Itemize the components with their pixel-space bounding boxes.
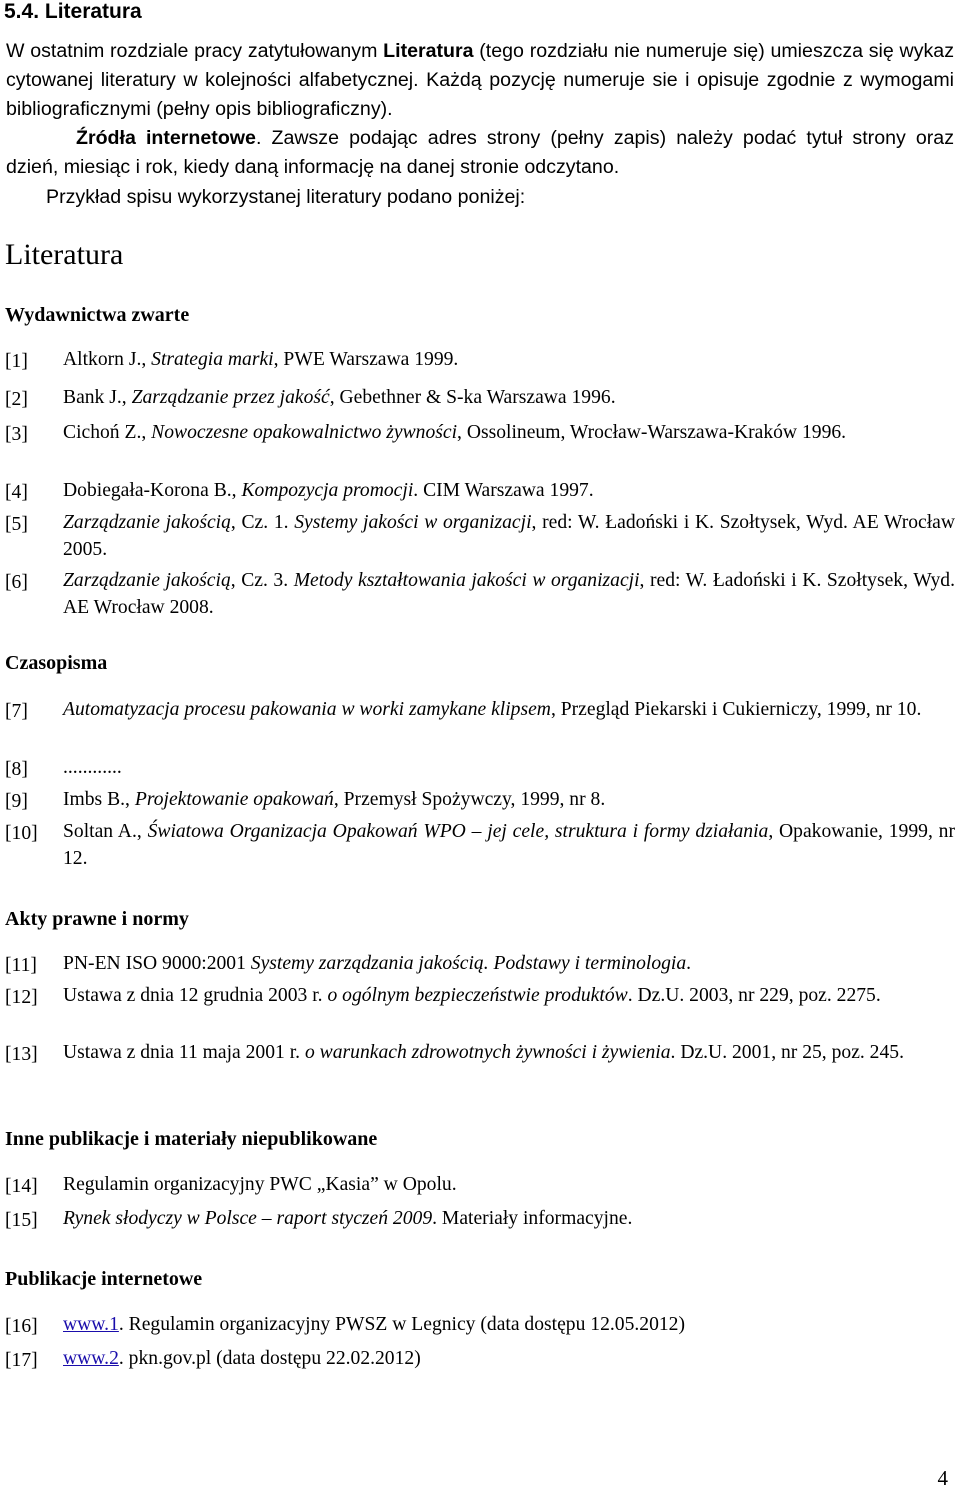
reference-link[interactable]: www.2	[63, 1348, 119, 1369]
reference-item: [6] Zarządzanie jakością, Cz. 3. Metody kształtowania jakości w organizacji, red: W. Ładoński i K. Szołtysek, Wyd. AE Wrocław 2008.	[5, 570, 955, 618]
reference-number: [3]	[5, 424, 28, 445]
reference-number: [8]	[5, 759, 28, 780]
reference-number: [7]	[5, 701, 28, 722]
reference-item: [5] Zarządzanie jakością, Cz. 1. Systemy jakości w organizacji, red: W. Ładoński i K. Szołtysek, Wyd. AE Wrocław 2005.	[5, 512, 956, 560]
reference-item: [7] Automatyzacja procesu pakowania w worki zamykane klipsem, Przegląd Piekarski i Cukierniczy, 1999, nr 10.	[5, 696, 955, 723]
literatura-heading: Literatura	[5, 238, 124, 271]
reference-item: [10] Soltan A., Światowa Organizacja Opakowań WPO – jej cele, struktura i formy działania, Opakowanie, 1999, nr 12.	[5, 821, 955, 869]
reference-item: [2] Bank J., Zarządzanie przez jakość, Gebethner & S-ka Warszawa 1996.	[5, 384, 955, 411]
reference-item: [17] www.2. pkn.gov.pl (data dostępu 22.02.2012)	[5, 1345, 955, 1372]
reference-item: [12] Ustawa z dnia 12 grudnia 2003 r. o ogólnym bezpieczeństwie produktów. Dz.U. 2003, nr 229, poz. 2275.	[5, 982, 955, 1009]
intro-paragraph: W ostatnim rozdziale pracy zatytułowanym Literatura (tego rozdziału nie numeruje się) umieszcza się wykaz cytowanej literatury w kolejności alfabetycznej. Każdą pozycję numeruje sie i opisuje zgodnie z wymogami bibliograficznymi (pełny opis bibliograficzny). Źródła internetowe. Zawsze podając adres strony (pełny zapis) należy podać tytuł strony oraz dzień, miesiąc i rok, kiedy daną informację na danej stronie odczytano.	[6, 40, 954, 178]
reference-item: [1] Altkorn J., Strategia marki, PWE Warszawa 1999.	[5, 346, 955, 373]
reference-number: [4]	[5, 482, 28, 503]
reference-number: [2]	[5, 389, 28, 410]
reference-item: [3] Cichoń Z., Nowoczesne opakowalnictwo żywności, Ossolineum, Wrocław-Warszawa-Kraków 1996.	[5, 419, 955, 446]
reference-number: [9]	[5, 791, 28, 812]
reference-number: [1]	[5, 351, 28, 372]
category-heading-zwarte: Wydawnictwa zwarte	[5, 304, 190, 326]
reference-number: [14]	[5, 1176, 38, 1197]
category-heading-akty: Akty prawne i normy	[5, 908, 189, 930]
sources-label: Źródła internetowe	[76, 127, 256, 149]
reference-number: [6]	[5, 572, 28, 593]
category-heading-internet: Publikacje internetowe	[5, 1268, 203, 1290]
reference-number: [15]	[5, 1210, 38, 1231]
reference-number: [13]	[5, 1044, 38, 1065]
example-line: Przykład spisu wykorzystanej literatury podano poniżej:	[46, 186, 526, 208]
reference-number: [10]	[5, 823, 38, 844]
reference-item: [8] ............	[5, 754, 955, 781]
reference-item: [13] Ustawa z dnia 11 maja 2001 r. o warunkach zdrowotnych żywności i żywienia. Dz.U. 2001, nr 25, poz. 245.	[5, 1039, 955, 1066]
reference-item: [14] Regulamin organizacyjny PWC „Kasia” w Opolu.	[5, 1171, 955, 1198]
reference-item: [4] Dobiegała-Korona B., Kompozycja promocji. CIM Warszawa 1997.	[5, 477, 955, 504]
reference-number: [11]	[5, 955, 37, 976]
reference-number: [16]	[5, 1316, 38, 1337]
reference-number: [5]	[5, 514, 28, 535]
section-title: 5.4. Literatura	[4, 0, 142, 23]
category-heading-czasopisma: Czasopisma	[5, 652, 108, 674]
reference-link[interactable]: www.1	[63, 1314, 119, 1335]
page-number: 4	[937, 1466, 948, 1490]
reference-item: [11] PN-EN ISO 9000:2001 Systemy zarządzania jakością. Podstawy i terminologia.	[5, 950, 955, 977]
reference-item: [15] Rynek słodyczy w Polsce – raport styczeń 2009. Materiały informacyjne.	[5, 1205, 955, 1232]
reference-number: [12]	[5, 987, 38, 1008]
reference-item: [9] Imbs B., Projektowanie opakowań, Przemysł Spożywczy, 1999, nr 8.	[5, 786, 955, 813]
category-heading-inne: Inne publikacje i materiały niepublikowane	[5, 1128, 378, 1150]
reference-item: [16] www.1. Regulamin organizacyjny PWSZ w Legnicy (data dostępu 12.05.2012)	[5, 1311, 955, 1338]
reference-number: [17]	[5, 1350, 38, 1371]
